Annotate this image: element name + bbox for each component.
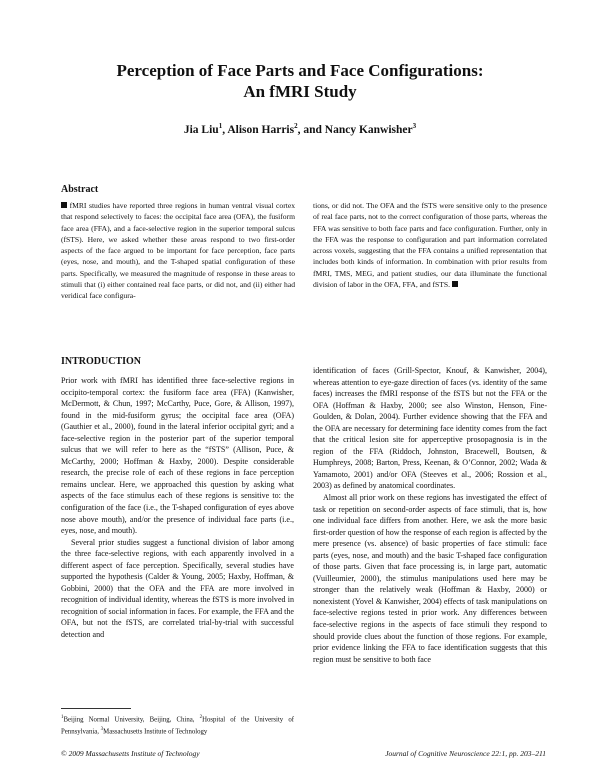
abstract-column-left bbox=[61, 200, 295, 302]
author-2: Alison Harris bbox=[227, 123, 295, 136]
journal-citation: Journal of Cognitive Neuroscience 22:1, pp. 203–211 bbox=[385, 749, 546, 758]
introduction-heading: INTRODUCTION bbox=[61, 356, 142, 367]
body-column-right bbox=[313, 365, 547, 665]
author-2-affil: 2 bbox=[294, 122, 298, 130]
title-line-2: An fMRI Study bbox=[243, 82, 357, 101]
abstract-end-mark bbox=[452, 281, 458, 287]
copyright-line: © 2009 Massachusetts Institute of Technology bbox=[61, 749, 200, 758]
affiliation-2: Hospital of the University of Pennsylvania, bbox=[61, 716, 294, 736]
abstract-column-right bbox=[313, 200, 547, 290]
author-1: Jia Liu bbox=[183, 123, 219, 136]
footnote-marker-2: 2 bbox=[199, 715, 203, 720]
affiliation-footnote bbox=[61, 713, 294, 737]
author-list: Jia Liu$^1$, Alison Harris$^2$, and Nancy Kanwisher$^3$ bbox=[183, 122, 417, 136]
footnote-marker-1: 1 bbox=[61, 715, 64, 720]
intro-paragraph-2-cont: identification of faces (Grill-Spector, Knouf, & Kanwisher, 2004), whereas attention to eye-gaze direction of faces (vs. identity of the same faces) increases the fMRI response of the fSTS but not the FFA or the OFA (Hoffman & Haxby, 2000; see also Winston, Henson, Fine-Goulden, & Dolan, 2004). Further evidence showing that the FFA and the OFA are necessary for determining face identity comes from the fact that the critical lesion site for apperceptive prosopagnosia is in the region of the FFA (Riddoch, Johnston, Bracewell, Boutsen, & Humphreys, 2008; Barton, Press, Keenan, & O’Connor, 2002; Wada & Yamamoto, 2001) and/or OFA (Steeves et al., 2006; Rossion et al., 2003) as defined by anatomical coordinates. bbox=[313, 366, 547, 491]
article-title bbox=[40, 60, 560, 102]
body-column-left bbox=[61, 375, 294, 641]
intro-paragraph-3: Almost all prior work on these regions has investigated the effect of task or repetition on second-order aspects of face stimuli, that is, how one individual face differs from another. Here, we ask the more basic first-order question of how the response of each region is affected by the mere presence (vs. absence) of basic properties of face stimuli: face parts (eyes, nose, and mouth) and the basic T-shaped face configuration of those parts. Given that face processing is, in large part, automatic (Vuilleumier, 2000), the stimulus manipulations used here may be stronger than the relatively weak (Hoffman & Haxby, 2000) or nonexistent (Yovel & Kanwisher, 2004) effects of task manipulations on face-selective regions tested in prior work. Any differences between face-selective regions in the aspects of face stimuli they respond to should provide clues about the function of those regions. For example, prior evidence linking the FFA to face identification suggests that this region must be sensitive to both face bbox=[313, 493, 547, 664]
footnote-rule bbox=[61, 708, 131, 709]
abstract-start-mark bbox=[61, 202, 67, 208]
intro-paragraph-1: Prior work with fMRI has identified three face-selective regions in occipito-temporal cortex: the fusiform face area (FFA) (Kanwisher, McDermott, & Chun, 1997; McCarthy, Puce, Gore, & Allison, 1997), found in the mid-fusiform gyrus; the occipital face area (OFA) (Gauthier et al., 2000), found in the lateral inferior occipital gyri; and a face-selective region in the posterior part of the superior temporal sulcus that we will refer to here as the “fSTS” (Allison, Puce, & McCarthy, 2000; Hoffman & Haxby, 2000). Despite considerable research, the precise role of each of these regions in face perception remains unclear. Here, we approached this question by asking what aspects of the face stimulus each of these regions is sensitive to: the configuration of the face (i.e., the T-shaped configuration of eyes above nose above mouth), and/or the presence of individual face parts (i.e., eyes, nose, and mouth). bbox=[61, 376, 294, 536]
abstract-heading: Abstract bbox=[61, 184, 99, 195]
abstract-text-left: fMRI studies have reported three regions in human ventral visual cortex that respond selectively to faces: the occipital face area (OFA), the fusiform face area (FFA), and a face-selective region in the superior temporal sulcus (fSTS). Here, we asked whether these areas respond to two first-order aspects of the face argued to be important for face perception, face parts (eyes, nose, and mouth), and the T-shaped spatial configuration of these parts. Specifically, we measured the magnitude of response in these areas to stimuli that (i) either contained real face parts, or did not, and (ii) either had veridical face configura- bbox=[61, 201, 295, 301]
footnote-marker-3: 3 bbox=[100, 726, 104, 732]
author-1-affil: 1 bbox=[218, 122, 223, 130]
affiliation-1: Beijing Normal University, Beijing, China, bbox=[63, 716, 200, 724]
abstract-text-right: tions, or did not. The OFA and the fSTS were sensitive only to the presence of real face parts, not to the correct configuration of those parts, whereas the FFA was sensitive to both face parts and face configuration. Further, only in the FFA was the response to configuration and part information correlated across voxels, suggesting that the FFA contains a unified representation that includes both kinds of information. In combination with prior results from fMRI, TMS, MEG, and patient studies, our data illuminate the functional division of labor in the OFA, FFA, and fSTS. bbox=[313, 201, 547, 290]
title-line-1: Perception of Face Parts and Face Configurations: bbox=[116, 61, 484, 80]
author-3-affil: 3 bbox=[412, 122, 417, 130]
affiliation-3: Massachusetts Institute of Technology bbox=[103, 728, 208, 736]
author-3: and Nancy Kanwisher bbox=[303, 123, 413, 136]
intro-paragraph-2: Several prior studies suggest a functional division of labor among the three face-selective regions, with each apparently involved in a different aspect of face perception. Specifically, several studies have supported the hypothesis (Calder & Young, 2005; Haxby, Hoffman, & Gobbini, 2000) that the OFA and the FFA are more involved in recognition of individual identity, whereas the fSTS is more involved in recognition of social information in faces. For example, the FFA and the OFA, but not the fSTS, are correlated trial-by-trial with successful detection and bbox=[61, 537, 294, 640]
